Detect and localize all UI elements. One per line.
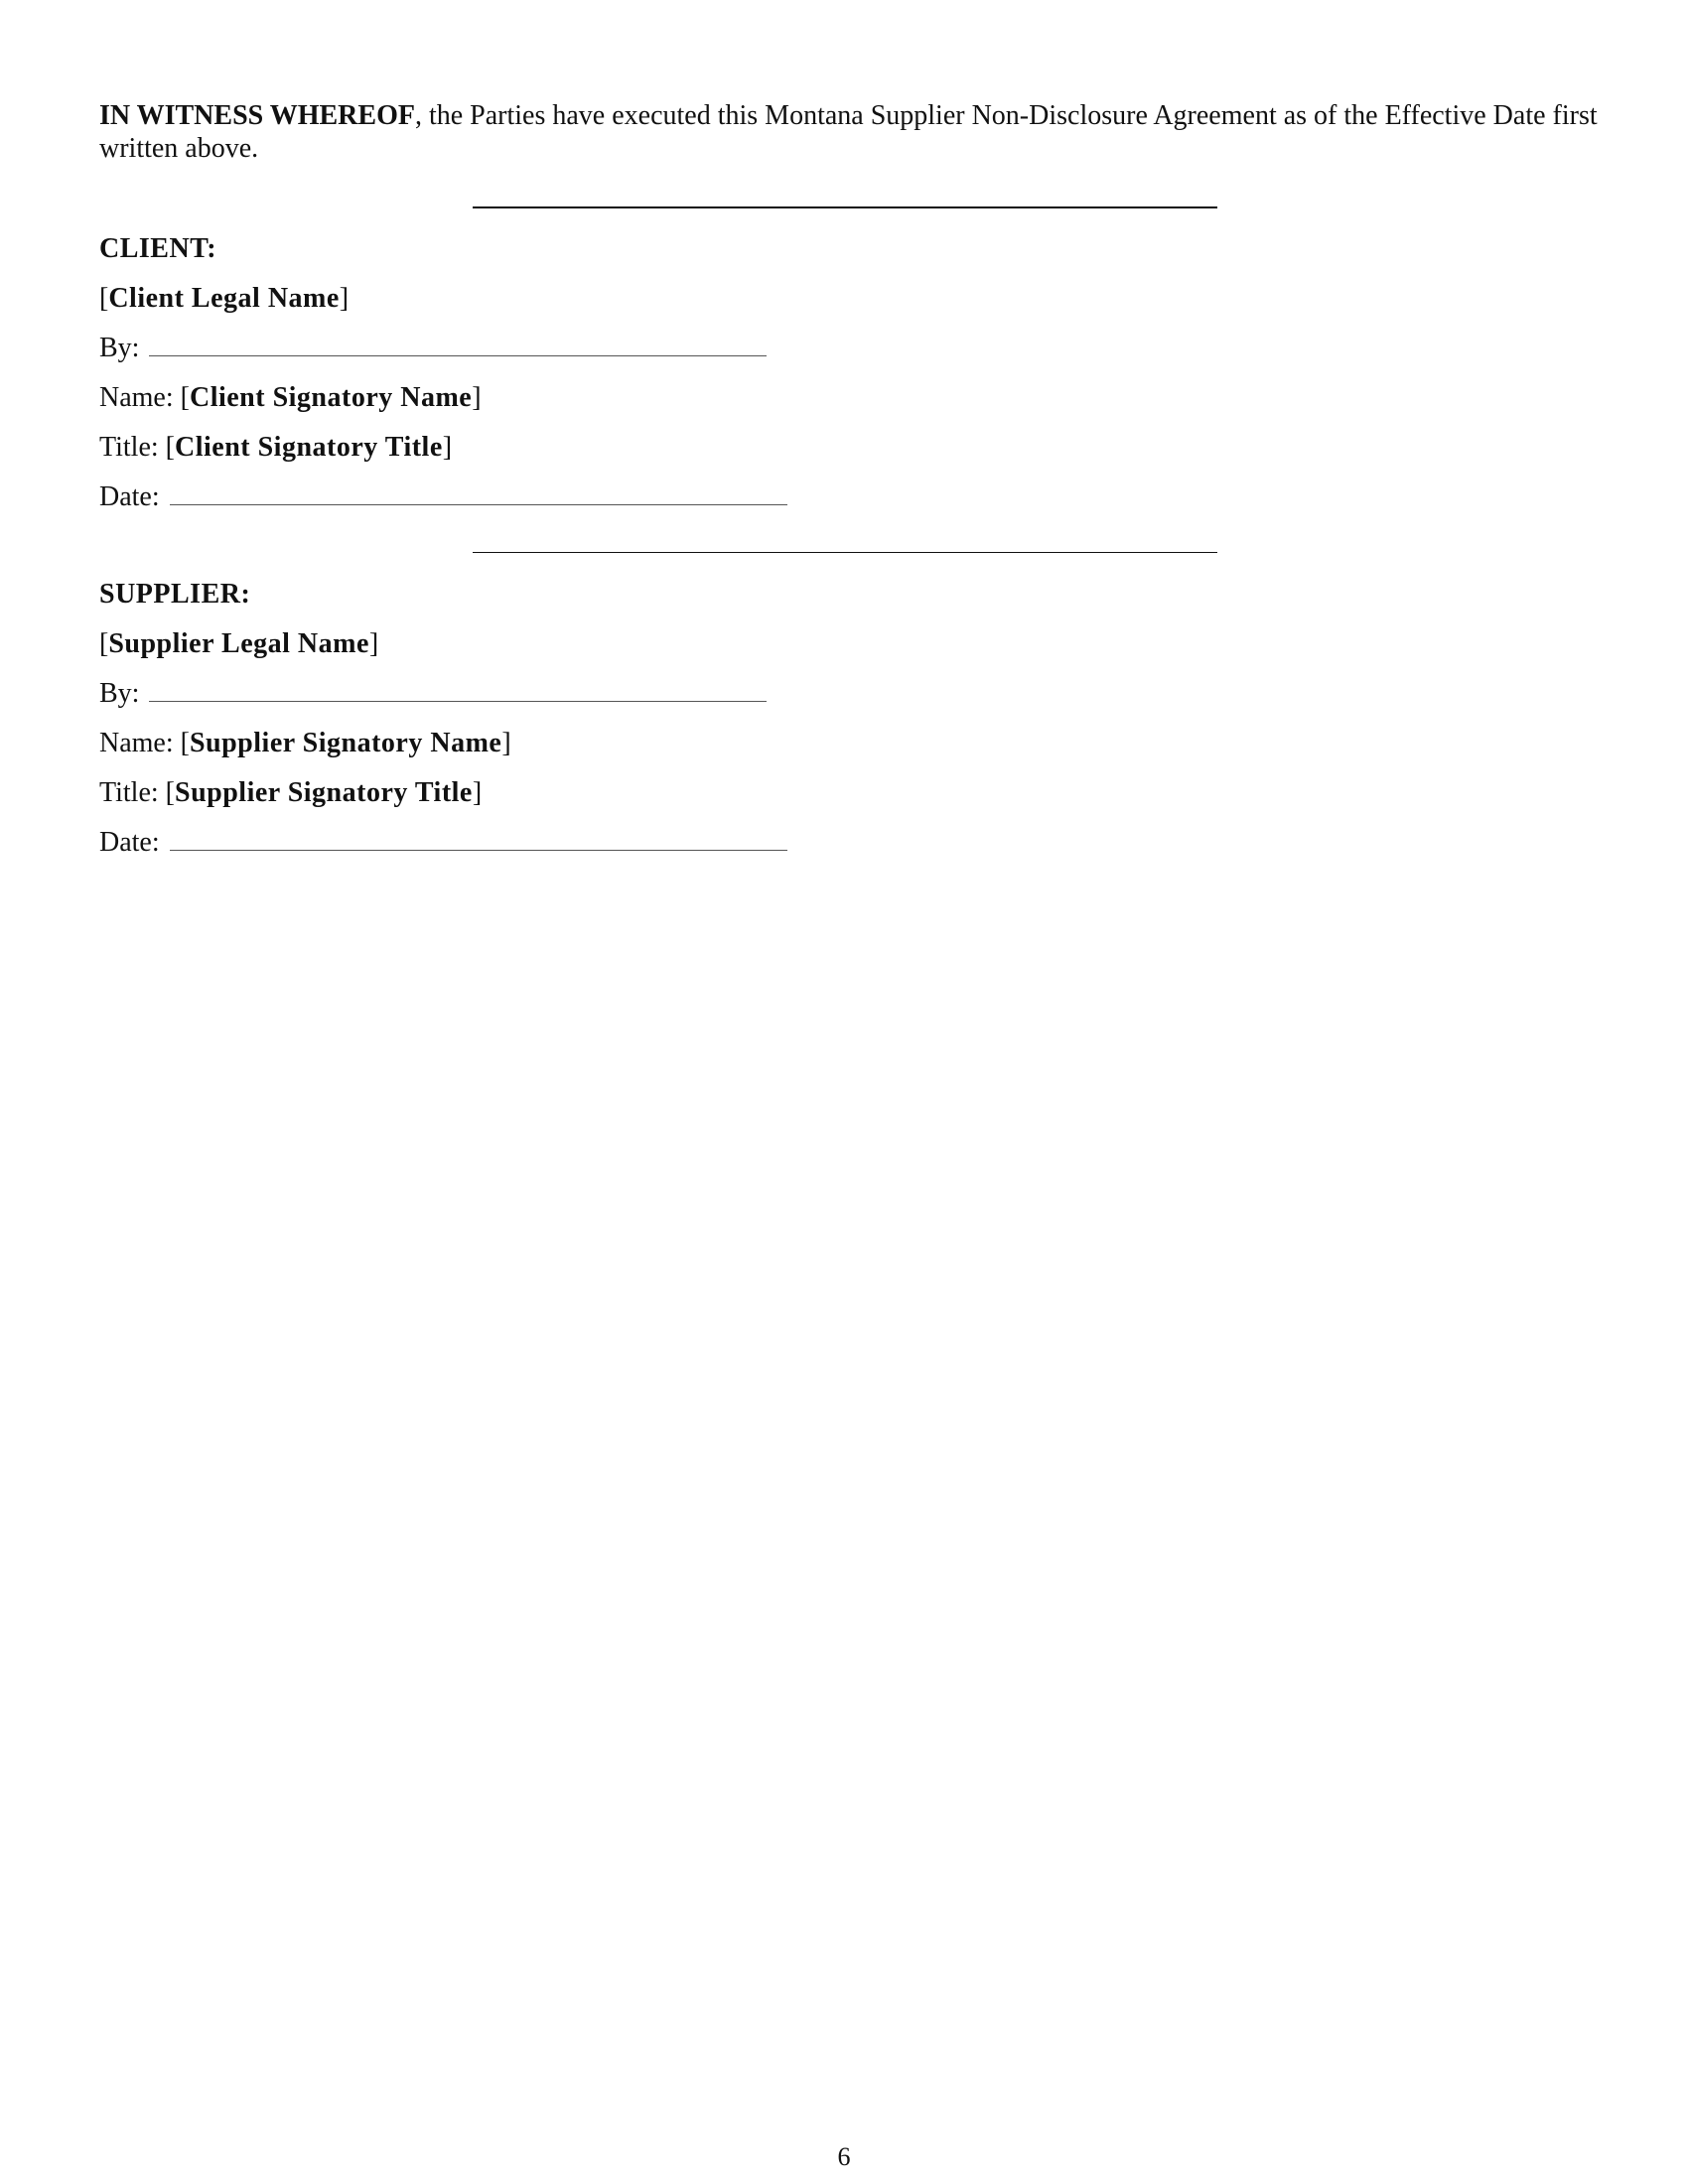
client-heading: CLIENT: bbox=[99, 233, 217, 264]
supplier-date-blank[interactable] bbox=[170, 844, 787, 851]
client-signatory-name: Client Signatory Name bbox=[189, 382, 473, 413]
supplier-by-label: By: bbox=[99, 678, 140, 709]
supplier-name-label: Name: bbox=[99, 728, 174, 758]
supplier-by-line bbox=[99, 677, 767, 711]
client-title-line: Title: [Client Signatory Title] bbox=[99, 432, 453, 463]
client-legal-name-line: [Client Legal Name] bbox=[99, 283, 350, 314]
witness-body: , the Parties have executed this Montana Supplier Non-Disclosure Agreement as of the Effective Date first written above. bbox=[99, 100, 1598, 164]
client-date-blank[interactable] bbox=[170, 498, 787, 505]
client-by-line bbox=[99, 332, 767, 365]
supplier-signatory-name: Supplier Signatory Name bbox=[189, 728, 502, 758]
client-divider-rule bbox=[473, 206, 1217, 208]
supplier-name-line: Name: [Supplier Signatory Name] bbox=[99, 728, 511, 758]
client-legal-name: Client Legal Name bbox=[108, 283, 340, 314]
client-signature-blank[interactable] bbox=[149, 349, 767, 356]
supplier-title-line: Title: [Supplier Signatory Title] bbox=[99, 777, 483, 808]
client-name-label: Name: bbox=[99, 382, 174, 413]
page-number: 6 bbox=[837, 2142, 851, 2171]
supplier-divider-rule bbox=[473, 552, 1217, 553]
supplier-date-label: Date: bbox=[99, 827, 160, 858]
supplier-signature-blank[interactable] bbox=[149, 695, 767, 702]
witness-paragraph bbox=[99, 99, 1599, 165]
client-name-line: Name: [Client Signatory Name] bbox=[99, 382, 482, 413]
supplier-signatory-title: Supplier Signatory Title bbox=[175, 777, 473, 808]
supplier-legal-name: Supplier Legal Name bbox=[108, 628, 369, 659]
supplier-heading: SUPPLIER: bbox=[99, 579, 251, 610]
client-by-label: By: bbox=[99, 333, 140, 363]
witness-lead: IN WITNESS WHEREOF bbox=[99, 100, 415, 131]
supplier-title-label: Title: bbox=[99, 777, 159, 808]
client-title-label: Title: bbox=[99, 432, 159, 463]
supplier-date-line bbox=[99, 826, 787, 860]
client-date-label: Date: bbox=[99, 481, 160, 512]
client-signatory-title: Client Signatory Title bbox=[175, 432, 443, 463]
client-date-line bbox=[99, 480, 787, 514]
supplier-legal-name-line: [Supplier Legal Name] bbox=[99, 628, 379, 659]
